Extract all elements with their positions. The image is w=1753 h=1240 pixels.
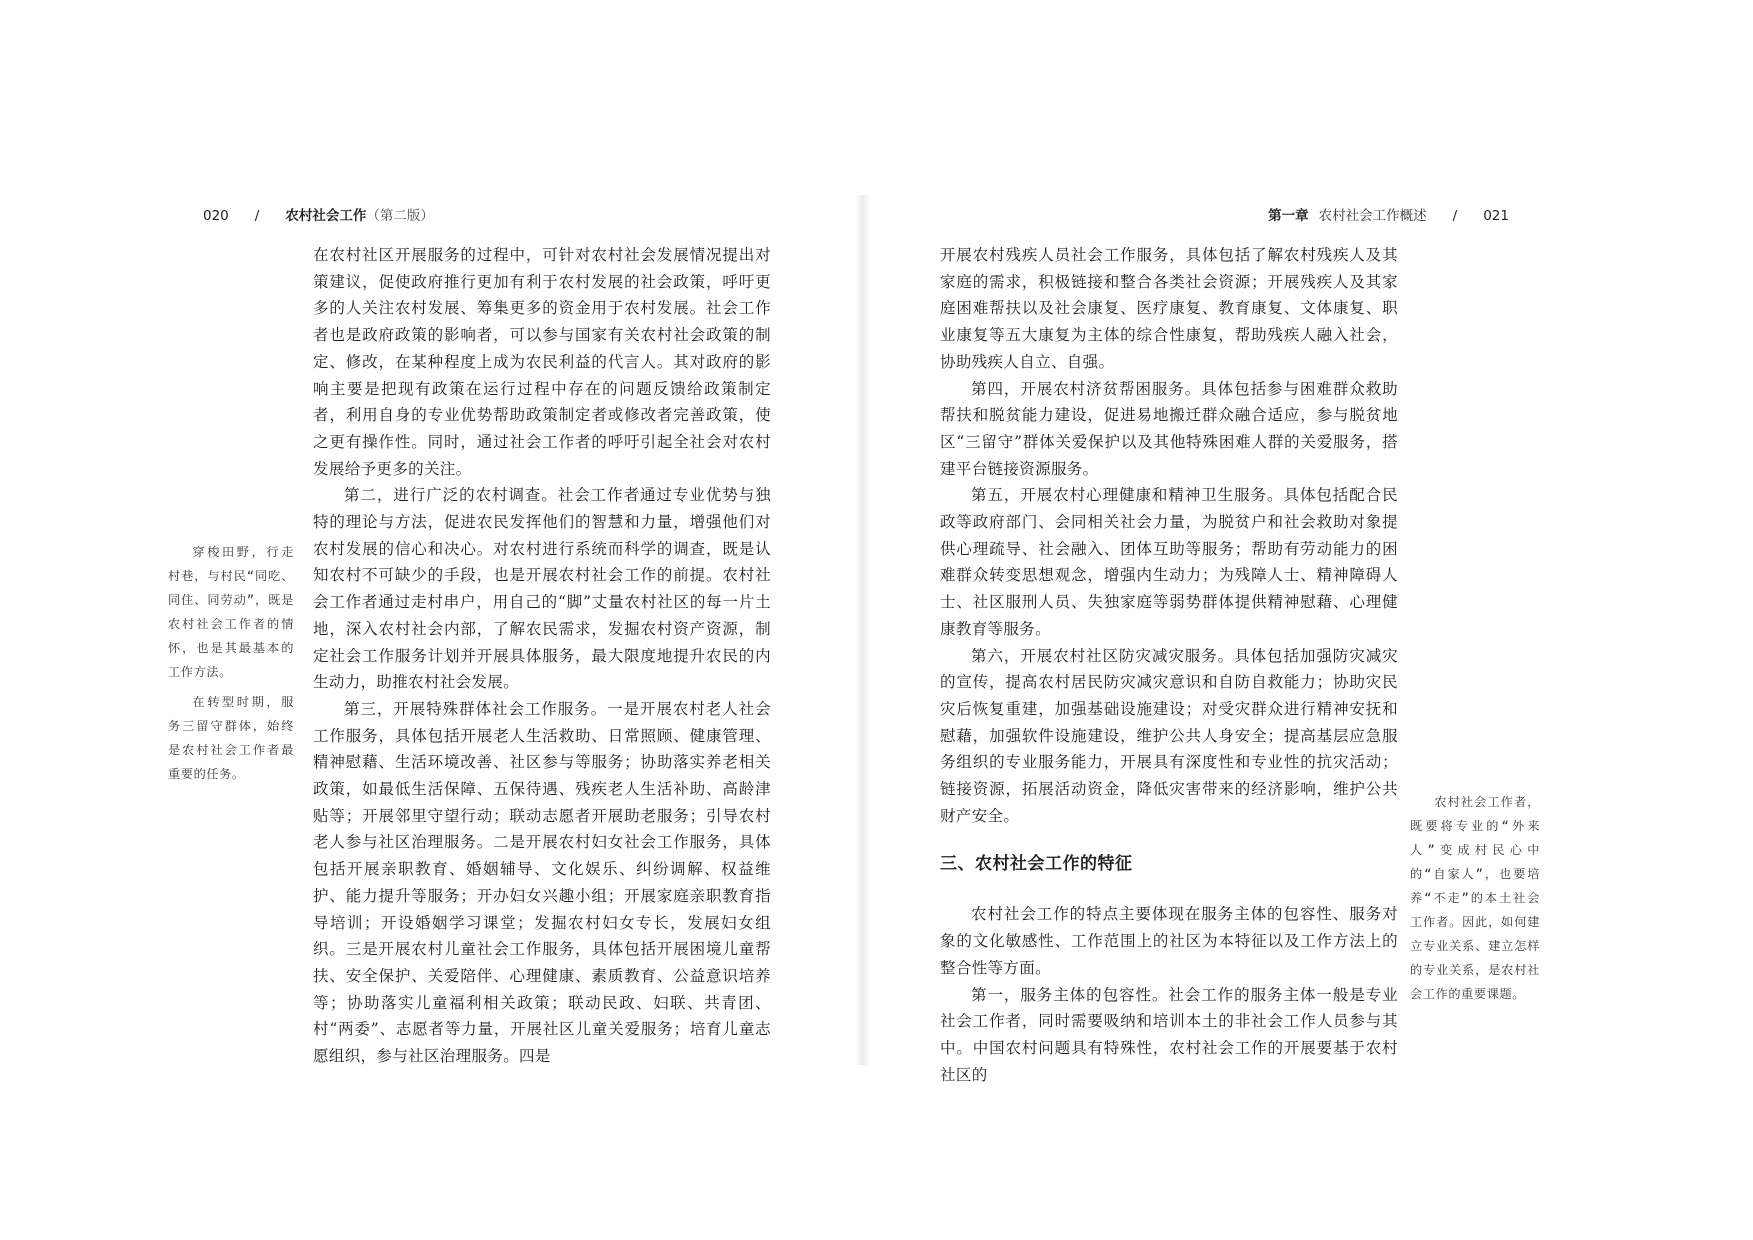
margin-note: 穿梭田野，行走村巷，与村民“同吃、同住、同劳动”，既是农村社会工作者的情怀，也是其最基本的工作方法。 — [168, 545, 294, 679]
paragraph: 第四，开展农村济贫帮困服务。具体包括参与困难群众救助帮扶和脱贫能力建设，促进易地搬迁群众融合适应，参与脱贫地区“三留守”群体关爱保护以及其他特殊困难人群的关爱服务，搭建平台链接资源服务。 — [940, 379, 1398, 478]
chapter-label: 第一章 — [1268, 208, 1309, 224]
paragraph: 第二，进行广泛的农村调查。社会工作者通过专业优势与独特的理论与方法，促进农民发挥他们的智慧和力量，增强他们对农村发展的信心和决心。对农村进行系统而科学的调查，既是认知农村不可缺少的手段，也是开展农村社会工作的前提。农村社会工作者通过走村串户，用自己的“脚”丈量农村社区的每一片土地，深入农村社会内部，了解农民需求，发掘农村资产资源，制定社会工作服务计划并开展具体服务，最大限度地提升农民的内生动力，助推农村社会发展。 — [313, 486, 771, 692]
paragraph: 第五，开展农村心理健康和精神卫生服务。具体包括配合民政等政府部门、会同相关社会力量，为脱贫户和社会救助对象提供心理疏导、社会融入、团体互助等服务；帮助有劳动能力的困难群众转变思想观念，增强内生动力；为残障人士、精神障碍人士、社区服刑人员、失独家庭等弱势群体提供精神慰藉、心理健康教育等服务。 — [940, 486, 1398, 638]
page-number-right: 021 — [1483, 208, 1509, 224]
left-page — [0, 190, 860, 1070]
right-body-text — [940, 242, 1398, 1088]
right-page — [860, 190, 1753, 1084]
header-separator: / — [1452, 208, 1458, 224]
paragraph: 第六，开展农村社区防灾减灾服务。具体包括加强防灾减灾的宣传，提高农村居民防灾减灾意识和自防自救能力；协助灾民灾后恢复重建，加强基础设施建设；对受灾群众进行精神安抚和慰藉，加强软件设施建设，维护公共人身安全；提高基层应急服务组织的专业服务能力，开展具有深度性和专业性的抗灾活动；链接资源，拓展活动资金，降低灾害带来的经济影响，维护公共财产安全。 — [940, 646, 1398, 825]
left-body-text — [313, 242, 771, 1070]
book-edition: （第二版） — [366, 208, 434, 224]
margin-note: 农村社会工作者，既要将专业的“外来人”变成村民心中的“自家人”，也要培养“不走”的本土社会工作者。因此，如何建立专业关系、建立怎样的专业关系，是农村社会工作的重要课题。 — [1410, 795, 1540, 1001]
right-margin-notes — [1410, 790, 1540, 1012]
paragraph: 开展农村残疾人员社会工作服务，具体包括了解农村残疾人及其家庭的需求，积极链接和整合各类社会资源；开展残疾人及其家庭困难帮扶以及社会康复、医疗康复、教育康复、文体康复、职业康复等五大康复为主体的综合性康复，帮助残疾人融入社会，协助残疾人自立、自强。 — [940, 246, 1398, 371]
paragraph: 农村社会工作的特点主要体现在服务主体的包容性、服务对象的文化敏感性、工作范围上的社区为本特征以及工作方法上的整合性等方面。 — [940, 905, 1398, 977]
left-margin-notes — [168, 540, 294, 792]
header-separator: / — [254, 208, 260, 224]
right-running-header — [1268, 204, 1509, 224]
paragraph: 第三，开展特殊群体社会工作服务。一是开展农村老人社会工作服务，具体包括开展老人生活救助、日常照顾、健康管理、精神慰藉、生活环境改善、社区参与等服务；协助落实养老相关政策，如最低生活保障、五保待遇、残疾老人生活补助、高龄津贴等；开展邻里守望行动；联动志愿者开展助老服务；引导农村老人参与社区治理服务。二是开展农村妇女社会工作服务，具体包括开展亲职教育、婚姻辅导、文化娱乐、纠纷调解、权益维护、能力提升等服务；开办妇女兴趣小组；开展家庭亲职教育指导培训；开设婚姻学习课堂；发掘农村妇女专长，发展妇女组织。三是开展农村儿童社会工作服务，具体包括开展困境儿童帮扶、安全保护、关爱陪伴、心理健康、素质教育、公益意识培养等；协助落实儿童福利相关政策；联动民政、妇联、共青团、村“两委”、志愿者等力量，开展社区儿童关爱服务；培育儿童志愿组织，参与社区治理服务。四是 — [313, 699, 771, 1066]
paragraph: 在农村社区开展服务的过程中，可针对农村社会发展情况提出对策建议，促使政府推行更加有利于农村发展的社会政策，呼吁更多的人关注农村发展、筹集更多的资金用于农村发展。社会工作者也是政府政策的影响者，可以参与国家有关农村社会政策的制定、修改，在某种程度上成为农民利益的代言人。其对政府的影响主要是把现有政策在运行过程中存在的问题反馈给政策制定者，利用自身的专业优势帮助政策制定者或修改者完善政策，使之更有操作性。同时，通过社会工作者的呼吁引起全社会对农村发展给予更多的关注。 — [313, 246, 771, 478]
page-number-left: 020 — [203, 208, 229, 224]
section-heading: 三、农村社会工作的特征 — [940, 854, 1133, 875]
left-running-header — [203, 204, 434, 224]
chapter-title: 农村社会工作概述 — [1318, 208, 1427, 224]
book-title: 农村社会工作 — [285, 208, 367, 224]
paragraph: 第一，服务主体的包容性。社会工作的服务主体一般是专业社会工作者，同时需要吸纳和培训本土的非社会工作人员参与其中。中国农村问题具有特殊性，农村社会工作的开展要基于农村社区的 — [940, 985, 1398, 1084]
margin-note: 在转型时期，服务三留守群体，始终是农村社会工作者最重要的任务。 — [168, 695, 294, 781]
